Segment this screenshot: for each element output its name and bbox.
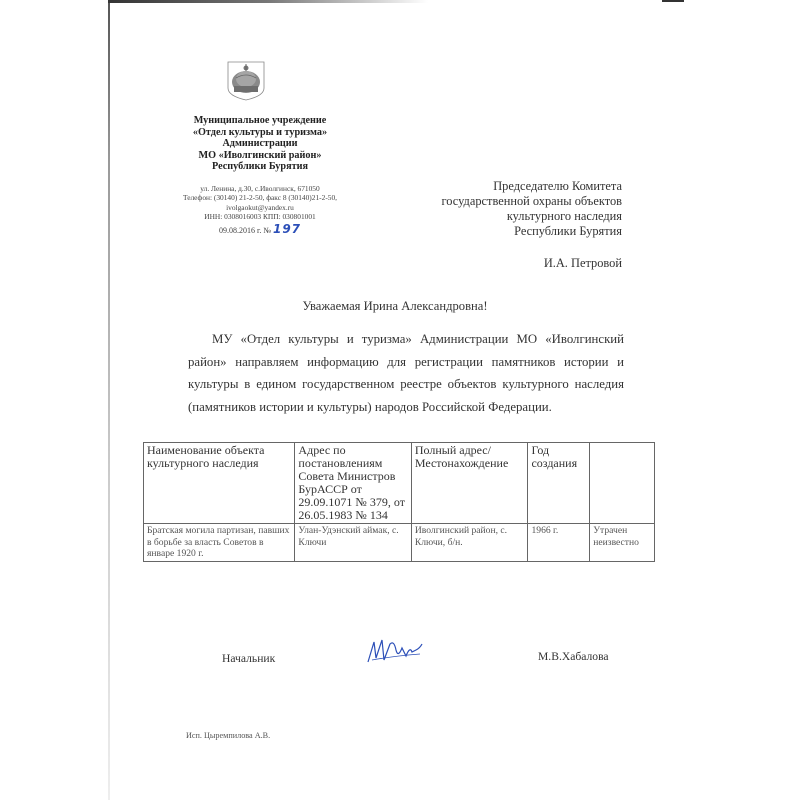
handwritten-signature (364, 636, 424, 666)
org-line: Администрации (222, 138, 298, 150)
coat-of-arms-emblem (226, 58, 266, 102)
signer-name: М.В.Хабалова (538, 650, 609, 663)
salutation: Уважаемая Ирина Александровна! (302, 299, 488, 313)
document-date: 09.08.2016 г. № (218, 226, 271, 235)
recipient-line: Республики Бурятия (514, 224, 622, 238)
cell-full-address: Иволгинский район, с. Ключи, б/н. (411, 524, 528, 562)
recipient-line: Председателю Комитета (493, 179, 622, 193)
email-line: ivolgaokut@yandex.ru (226, 202, 294, 212)
org-line: МО «Иволгинский район» (198, 149, 322, 161)
table-header-row (144, 443, 655, 524)
executor: Исп. Цыремпилова А.В. (186, 731, 271, 740)
cell-object-name: Братская могила партизан, павших в борьбе за власть Советов в январе 1920 г. (144, 524, 295, 562)
signer-title: Начальник (222, 652, 276, 665)
org-line: Муниципальное учреждение (193, 115, 327, 126)
scan-mark (662, 0, 684, 2)
table-row (144, 524, 655, 562)
recipient-line: государственной охраны объектов (441, 194, 622, 208)
cell-status: Утрачен неизвестно (590, 524, 655, 562)
letter-body: МУ «Отдел культуры и туризма» Администрации МО «Иволгинский район» направляем информацию для регистрации памятников истории и культуры в едином государственном реестре объектов культурного наследия (памятников истории и культуры) народов Российской Федерации. (188, 332, 624, 414)
header-status (590, 443, 655, 524)
header-full-address: Полный адрес/ Местонахождение (411, 443, 528, 524)
scan-edge-top (108, 0, 428, 3)
document-number: 197 (272, 222, 302, 236)
org-line: Республики Бурятия (212, 161, 308, 173)
header-address-by-resolution: Адрес по постановлениям Совета Министров БурАССР от 29.09.1071 № 379, от 26.05.1983 № 134 (295, 443, 411, 524)
organization-name (160, 115, 360, 173)
recipient-block (410, 179, 622, 239)
scan-edge-left (108, 0, 110, 800)
recipient-line: культурного наследия (506, 209, 622, 223)
tax-id-line: ИНН: 0308016003 КПП: 030801001 (204, 212, 316, 222)
heritage-objects-table (143, 442, 655, 562)
org-line: «Отдел культуры и туризма» (192, 126, 328, 138)
document-date-number (160, 222, 360, 236)
address-line: ул. Ленина, д.30, с.Иволгинск, 671050 (200, 184, 320, 193)
cell-address-by-resolution: Улан-Удэнский аймак, с. Ключи (295, 524, 411, 562)
cell-year: 1966 г. (528, 524, 590, 562)
header-object-name: Наименование объекта культурного наследия (144, 443, 295, 524)
organization-contacts (160, 184, 360, 222)
header-year: Год создания (528, 443, 590, 524)
phone-line: Телефон: (30140) 21-2-50, факс 8 (30140)21-2-50, (182, 193, 338, 203)
recipient-name: И.А. Петровой (543, 256, 622, 270)
